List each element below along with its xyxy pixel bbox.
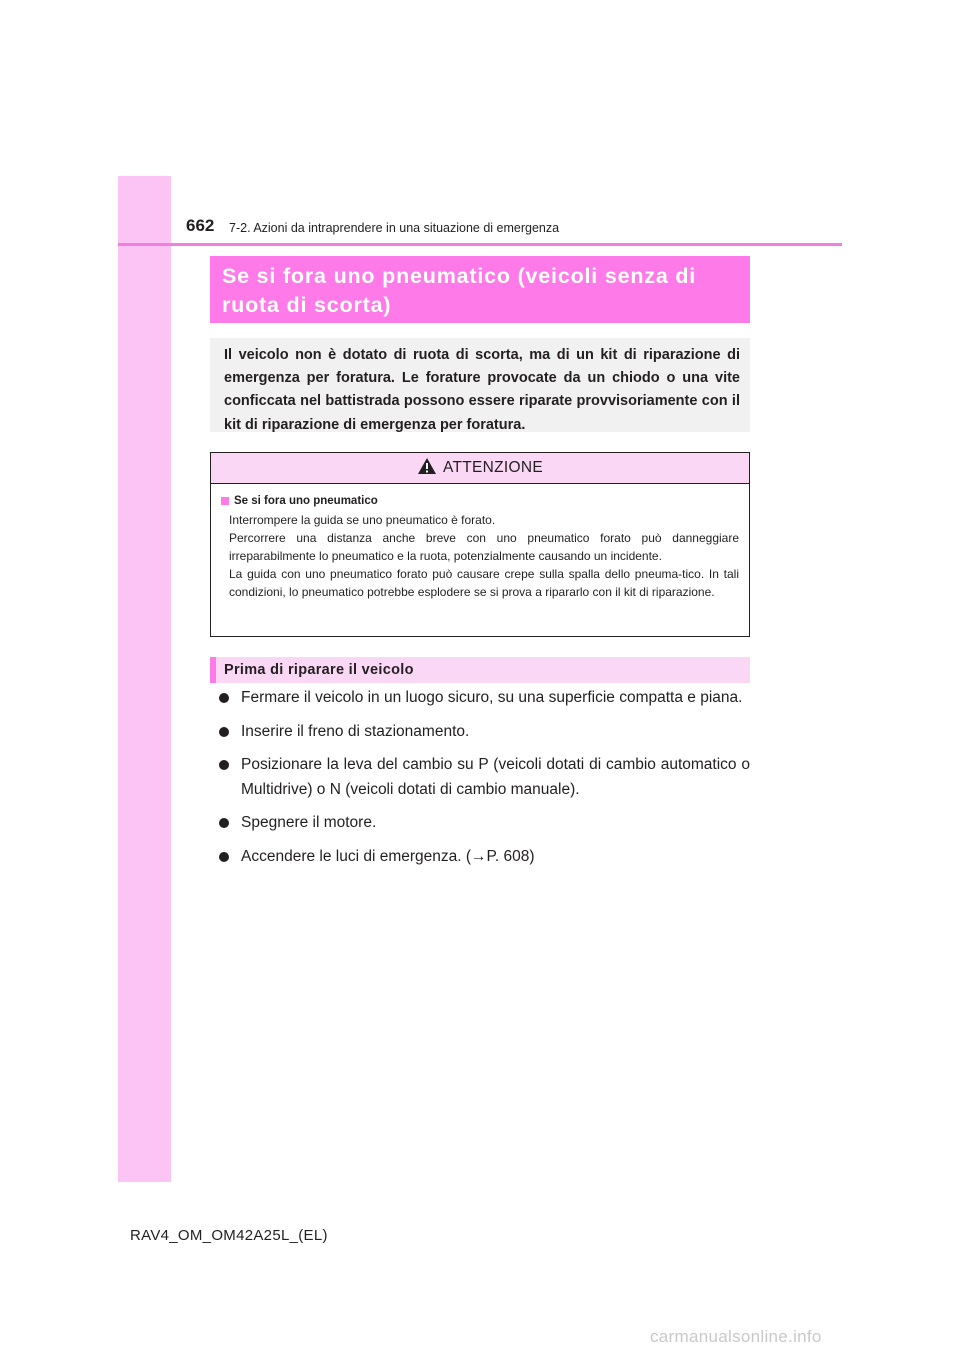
step-text: Accendere le luci di emergenza. (→P. 608) — [241, 847, 535, 865]
square-bullet-icon — [221, 497, 229, 505]
warning-header — [211, 453, 749, 484]
warning-box — [210, 452, 750, 637]
list-item — [210, 811, 750, 836]
list-item — [210, 686, 750, 711]
step-text: Spegnere il motore. — [241, 814, 377, 831]
bullet-icon — [219, 760, 229, 770]
page-title-line-1: Se si fora uno pneumatico (veicoli senza di — [222, 264, 697, 288]
warning-triangle-icon — [417, 457, 437, 480]
bullet-icon — [219, 693, 229, 703]
warning-paragraph-2: Percorrere una distanza anche breve con uno pneumatico forato può danneggiare irreparabilmente lo pneumatico e la ruota, potenzialmente causando un incidente. — [229, 531, 739, 563]
list-item — [210, 753, 750, 802]
step-list — [210, 686, 750, 878]
manual-code: RAV4_OM_OM42A25L_(EL) — [130, 1227, 328, 1244]
header-rule — [118, 243, 842, 246]
warning-body — [211, 484, 749, 601]
section-title: 7-2. Azioni da intraprendere in una situazione di emergenza — [229, 221, 560, 235]
warning-subheading-text: Se si fora uno pneumatico — [234, 495, 378, 507]
side-color-bar — [118, 176, 171, 1182]
watermark: carmanualsonline.info — [650, 1327, 822, 1346]
bullet-icon — [219, 818, 229, 828]
subsection-banner — [210, 657, 750, 683]
title-banner — [210, 256, 750, 323]
page-title-line-2: ruota di scorta) — [222, 293, 392, 317]
warning-label: ATTENZIONE — [442, 459, 544, 476]
page-number: 662 — [186, 216, 215, 235]
list-item — [210, 845, 750, 870]
intro-text: Il veicolo non è dotato di ruota di scorta, ma di un kit di riparazione di emergenza per foratura. Le forature provocate da un chiodo o una vite conficcata nel battistrada possono essere riparate provvisoriamente con il kit di riparazione di emergenza per foratura. — [224, 347, 740, 433]
warning-subheading — [221, 495, 739, 507]
intro-box — [210, 338, 750, 432]
list-item — [210, 720, 750, 745]
bullet-icon — [219, 727, 229, 737]
step-text: Posizionare la leva del cambio su P (veicoli dotati di cambio automatico o Multidrive) o N (veicoli dotati di cambio manuale). — [241, 756, 750, 798]
warning-line-1: Interrompere la guida se uno pneumatico è forato. — [229, 513, 496, 527]
bullet-icon — [219, 852, 229, 862]
step-text: Inserire il freno di stazionamento. — [241, 722, 470, 740]
subsection-title: Prima di riparare il veicolo — [224, 662, 414, 678]
warning-paragraph-3: La guida con uno pneumatico forato può causare crepe sulla spalla dello pneuma-tico. In tali condizioni, lo pneumatico potrebbe esplodere se si prova a ripararlo con il kit di riparazione. — [229, 567, 739, 599]
step-text: Fermare il veicolo in un luogo sicuro, su una superficie compatta e piana. — [241, 689, 743, 706]
